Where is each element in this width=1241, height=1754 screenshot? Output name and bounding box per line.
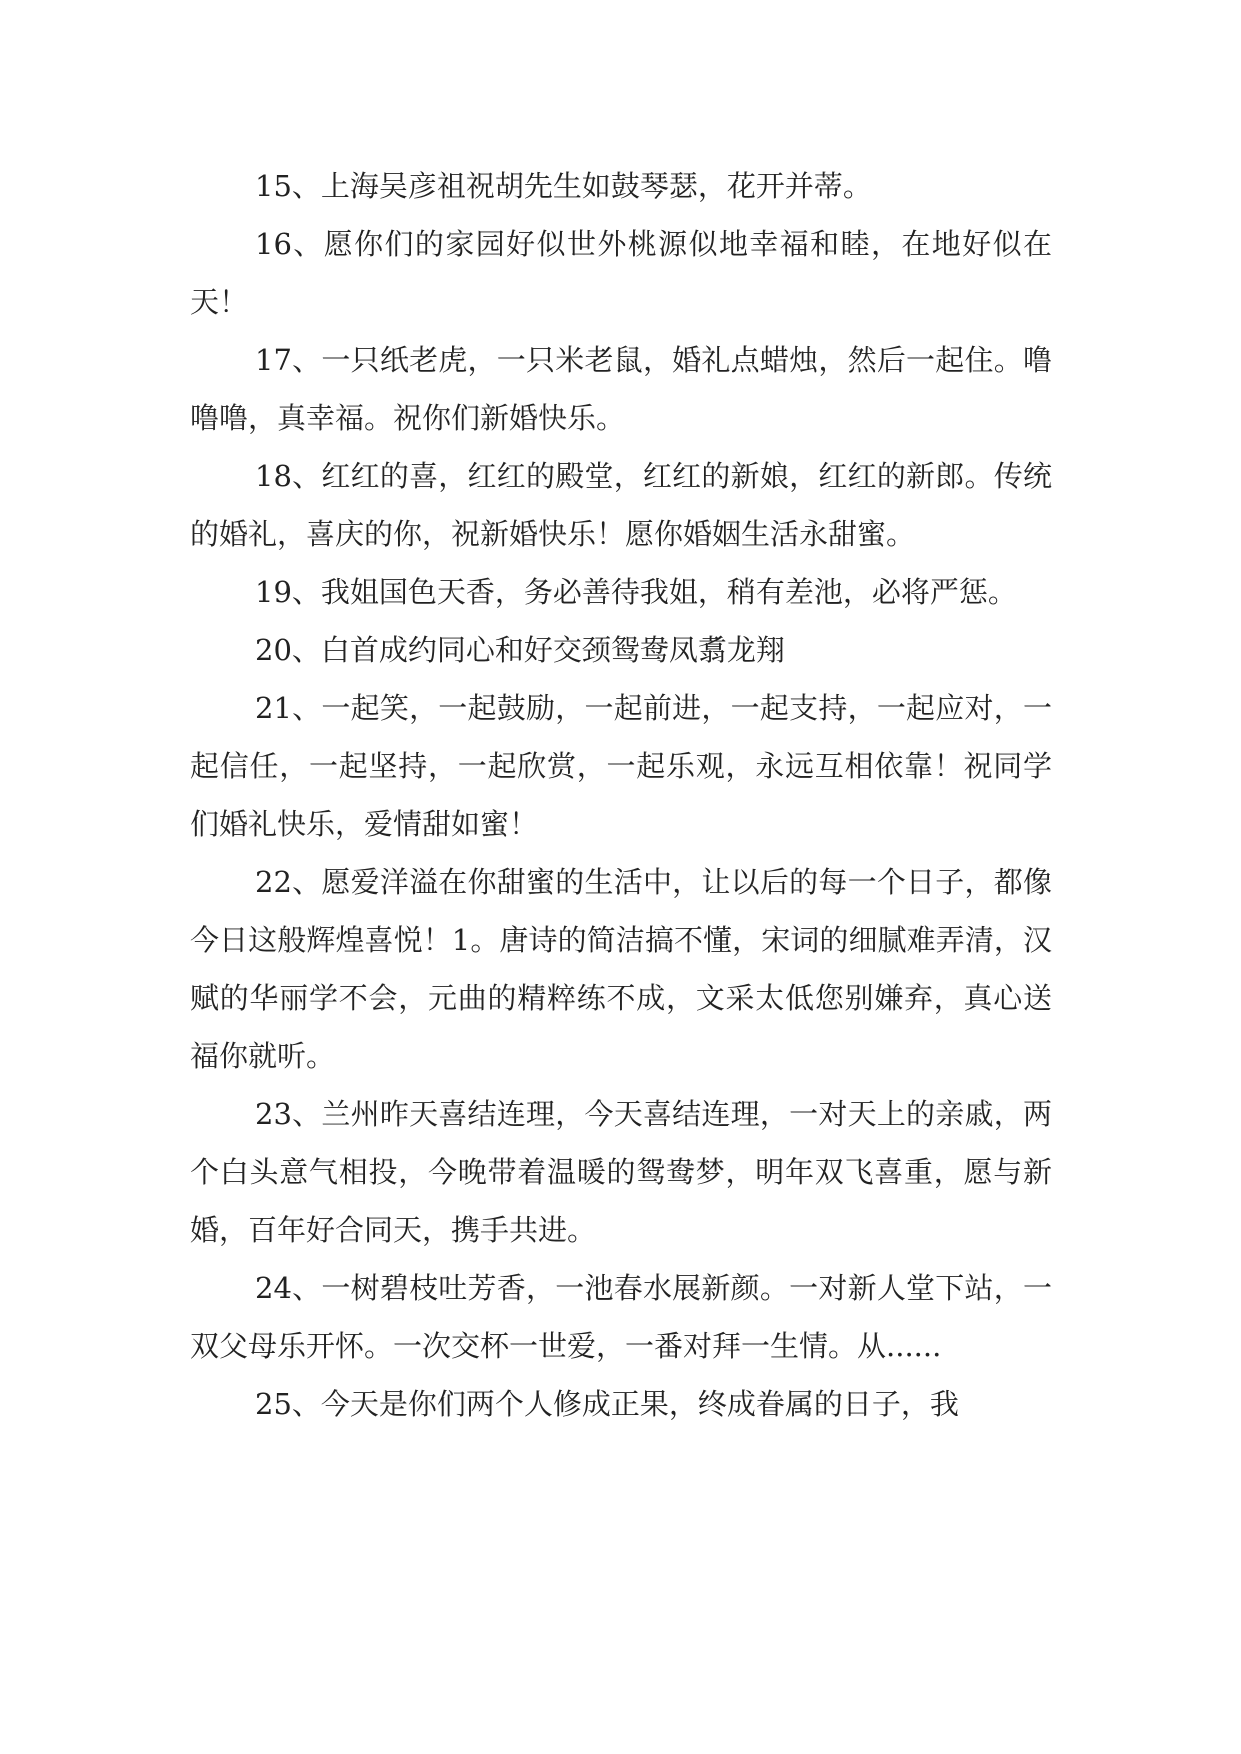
- paragraph-16: 16、愿你们的家园好似世外桃源似地幸福和睦，在地好似在天！: [190, 227, 1052, 319]
- paragraph-21: 21、一起笑，一起鼓励，一起前进，一起支持，一起应对，一起信任，一起坚持，一起欣赏，一起乐观，永远互相依靠！祝同学们婚礼快乐，爱情甜如蜜！: [190, 691, 1052, 841]
- paragraph-23: 23、兰州昨天喜结连理，今天喜结连理，一对天上的亲戚，两个白头意气相投，今晚带着温暖的鸳鸯梦，明年双飞喜重，愿与新婚，百年好合同天，携手共进。: [190, 1097, 1052, 1247]
- paragraph-25: 25、今天是你们两个人修成正果，终成眷属的日子，我: [255, 1387, 959, 1421]
- paragraph-19: 19、我姐国色天香，务必善待我姐，稍有差池，必将严惩。: [255, 575, 1017, 609]
- paragraph-17: 17、一只纸老虎，一只米老鼠，婚礼点蜡烛，然后一起住。噜噜噜，真幸福。祝你们新婚快乐。: [190, 343, 1052, 435]
- paragraph-18: 18、红红的喜，红红的殿堂，红红的新娘，红红的新郎。传统的婚礼，喜庆的你，祝新婚快乐！愿你婚姻生活永甜蜜。: [190, 459, 1052, 551]
- document-body: [190, 157, 1052, 1433]
- paragraph-20: 20、白首成约同心和好交颈鸳鸯凤翥龙翔: [255, 633, 785, 667]
- paragraph-24: 24、一树碧枝吐芳香，一池春水展新颜。一对新人堂下站，一双父母乐开怀。一次交杯一世爱，一番对拜一生情。从......: [190, 1271, 1052, 1363]
- paragraph-22: 22、愿爱洋溢在你甜蜜的生活中，让以后的每一个日子，都像今日这般辉煌喜悦！1。唐诗的简洁搞不懂，宋词的细腻难弄清，汉赋的华丽学不会，元曲的精粹练不成，文采太低您别嫌弃，真心送福你就听。: [190, 865, 1052, 1073]
- paragraph-15: 15、上海吴彦祖祝胡先生如鼓琴瑟，花开并蒂。: [255, 169, 872, 203]
